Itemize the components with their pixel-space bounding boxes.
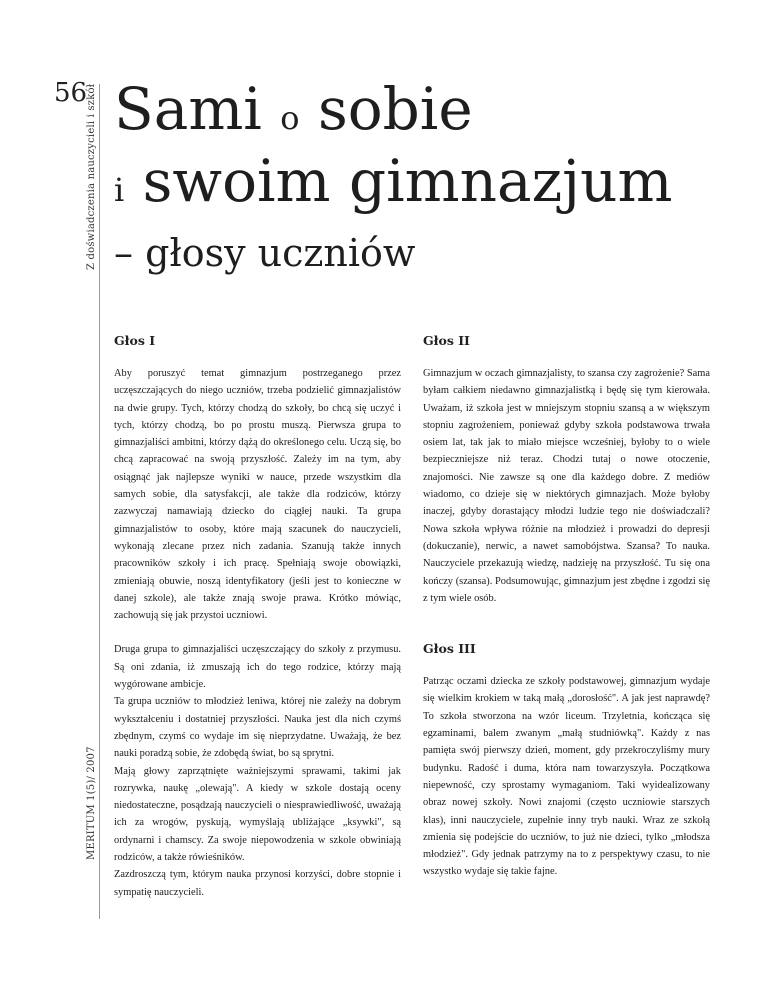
title-word-sami: Sami: [114, 75, 281, 143]
margin-divider: [99, 84, 100, 919]
left-column: [114, 333, 401, 901]
paragraph: Gimnazjum w oczach gimnazjalisty, to szansa czy zagrożenie? Sama byłam całkiem niedawno gimnazjalistką i będę się tym kierowała. Uważam, iż szkoła jest w mniejszym stopniu szansą a w większym stopniu zagrożeniem, ponieważ gdyby szkoła podstawowa trwała osiem lat, tak jak to miało miejsce wcześniej, byłoby to o wiele bezpieczniejsze niż teraz. Chodzi tutaj o nowe otoczenie, znajomości. Nie zawsze są one dla każdego dobre. Z mediów wiadomo, co dzieje się w niektórych gimnazjach. Może byłoby inaczej, gdyby dorastający młodzi ludzie tego nie doświadczali? Nowa szkoła wpływa różnie na młodzież i prowadzi do depresji (dokuczanie), nerwic, a nawet samobójstwa. Szansa? To nauka. Nauczyciele przekazują wiedzę, nadzieję na przyszłość. Tu się ona kończy (szansa). Podsumowując, gimnazjum jest zbędne i zgodzi się z tym wiele osób.: [423, 368, 710, 604]
article-subtitle: – głosy uczniów: [114, 231, 416, 275]
paragraph: Mają głowy zaprzątnięte ważniejszymi sprawami, takimi jak rozrywka, naukę „olewają". A kiedy w szkole dostają oceny niedostateczne, posądzają nauczycieli o niesprawiedliwość, uważają ich za wrogów, pyskują, wymyślają ubliżające „ksywki", są ordynarni i chamscy. Za swoje niepowodzenia w szkole obwiniają rodziców, a także rówieśników.: [114, 765, 401, 864]
paragraph: Aby poruszyć temat gimnazjum postrzeganego przez uczęszczających do niego uczniów, trzeba podzielić gimnazjalistów na dwie grupy. Tych, którzy chodzą do szkoły, bo chcą się uczyć i tych, którzy chodzą, bo po prostu muszą. Pierwsza grupa to gimnazjaliści ambitni, którzy dążą do określonego celu. Uczą się, bo chcą zapracować na swoją przyszłość. Zależy im na tym, aby osiągnąć jak najlepsze wyniki w nauce, przede wszystkim dla samych sobie, dla satysfakcji, ale także dla rodziców, którzy zazwyczaj namawiają dziecko do ciągłej nauki. Ta grupa gimnazjalistów to osoby, które mają szacunek do nauczycieli, wykonają zlecane przez nich zadania. Szanują także innych pracowników szkoły i ich pracę. Spełniają swoje obowiązki, zmieniają obuwie, noszą identyfikatory (jeśli jest to konieczne w danej szkole), ale także znają swoje prawa. Krótko mówiąc, zachowują się jak przystoi uczniowi.: [114, 368, 401, 622]
page-number: 56: [54, 78, 88, 108]
journal-reference: MERITUM 1(5)/ 2007: [86, 746, 97, 860]
title-words-swoim-gimnazjum: swoim gimnazjum: [124, 147, 673, 215]
running-head: Z doświadczenia nauczycieli i szkół: [86, 83, 97, 270]
section-heading-glos-1: Głos I: [114, 333, 156, 348]
section-heading-glos-2: Głos II: [423, 333, 470, 348]
paragraph: Zazdroszczą tym, którym nauka przynosi korzyści, dobre stopnie i sympatię nauczycieli.: [114, 869, 401, 898]
title-line-1: [114, 75, 673, 143]
article-title: [114, 75, 673, 275]
title-word-sobie: sobie: [299, 75, 473, 143]
paragraph: Ta grupa uczniów to młodzież leniwa, której nie zależy na dobrym wykształceniu i dostatniej przyszłości. Nauka jest dla nich czymś zbędnym, czymś co wydaje im się nieprzydatne. Uważają, że bez nauki poradzą sobie, że zdobędą świat, bo są sprytni.: [114, 696, 401, 760]
title-word-o: o: [280, 99, 300, 137]
right-column: [423, 333, 710, 881]
title-line-2: [114, 147, 673, 215]
section-heading-glos-3: Głos III: [423, 641, 476, 657]
title-word-i: i: [114, 171, 125, 209]
paragraph: Druga grupa to gimnazjaliści uczęszczający do szkoły z przymusu. Są oni zdania, iż zmuszają ich do tego rodzice, którzy mają wygórowane ambicje.: [114, 644, 401, 691]
paragraph: Patrząc oczami dziecka ze szkoły podstawowej, gimnazjum wydaje się wielkim krokiem w taką małą „dorosłość". A jak jest naprawdę? To szkoła stworzona na wzór liceum. Trzyletnia, kończąca się egzaminami, balem zwanym „małą studniówką". Każdy z nas pamięta swój pierwszy dzień, moment, gdy przekroczyliśmy mury budynku. Radość i duma, która nam towarzyszyła. Początkowa niepewność, czy sprostamy wymaganiom. Taki wyidealizowany obraz nowej szkoły. Nowi znajomi (często uczniowie starszych klas), inni nauczyciele, zupełnie inny tryb nauki. Wraz ze szkołą zmienia się podejście do uczniów, to już nie dzieci, tylko „młodsza młodzież". Gdy jednak patrzymy na to z perspektywy czasu, to nie wszystko wydaje się takie fajne.: [423, 676, 710, 878]
